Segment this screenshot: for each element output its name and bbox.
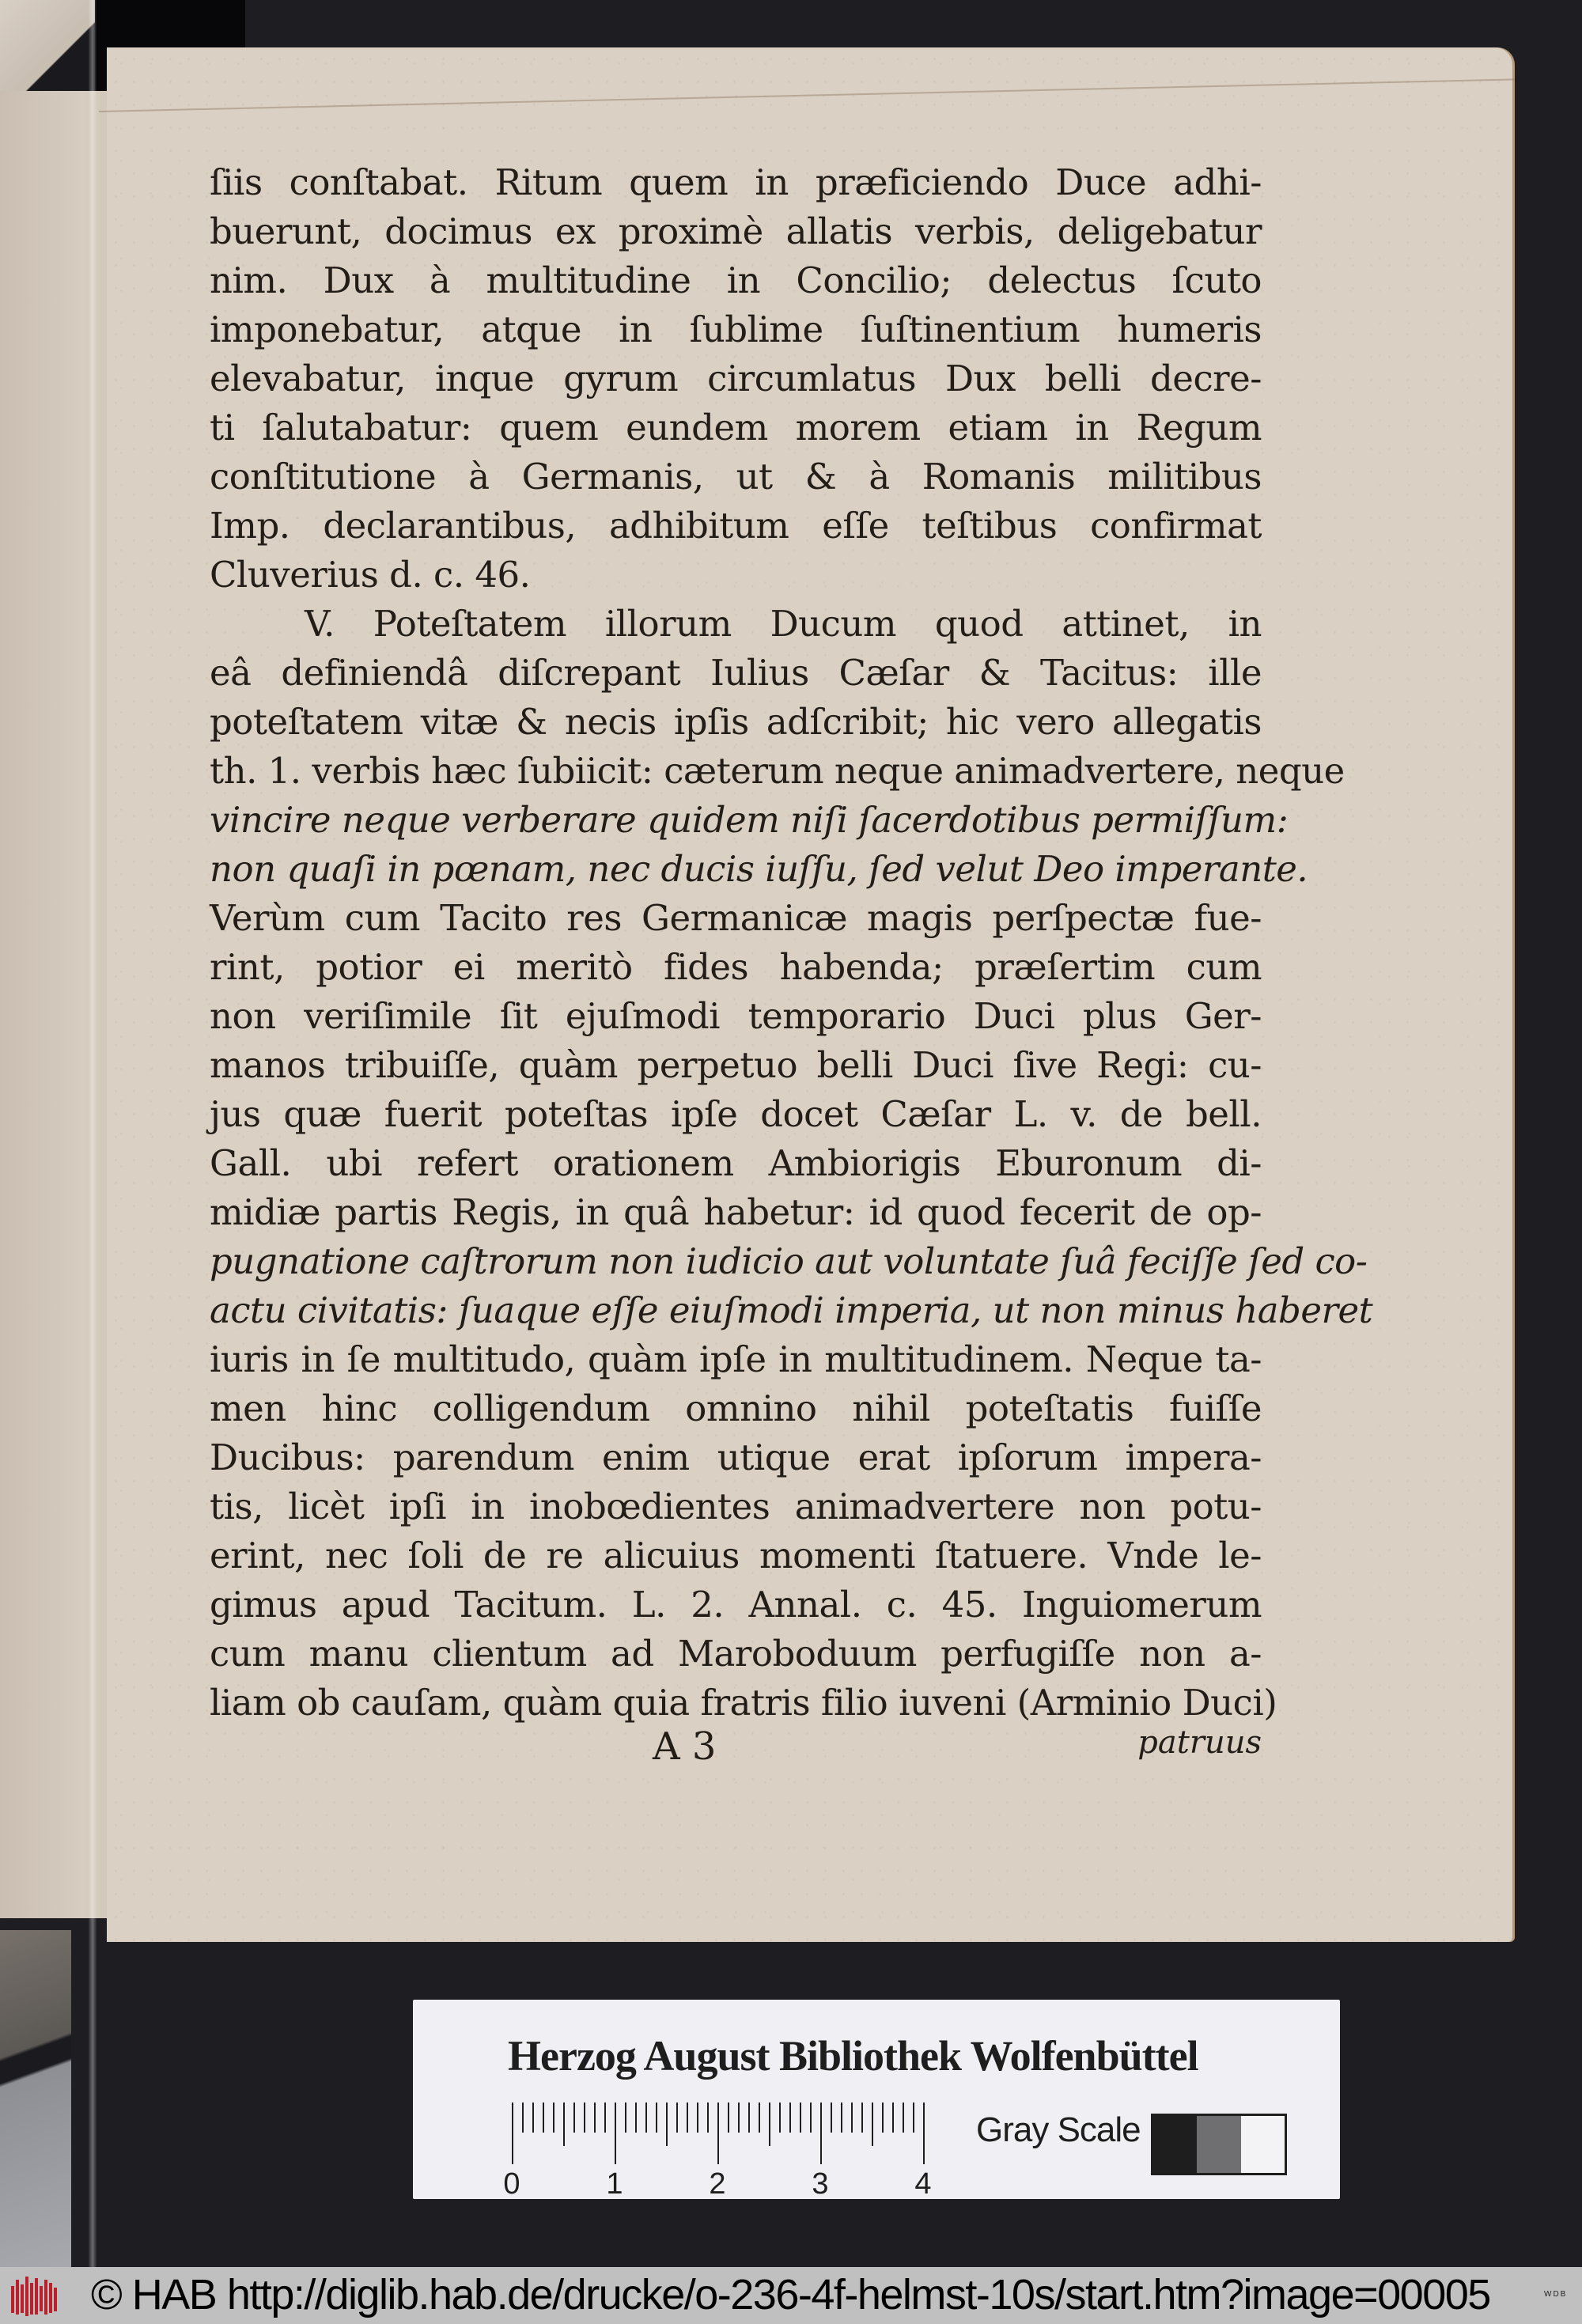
text-line: midiæ partis Regis, in quâ habetur: id quod fecerit de op-: [210, 1191, 1262, 1233]
ruler-tick: [625, 2103, 626, 2133]
text-line: cum manu clientum ad Maroboduum perfugiſſe non a-: [210, 1633, 1262, 1675]
text-line: th. 1. verbis hæc ſubiicit: cæterum neque animadvertere, neque: [210, 750, 1345, 792]
ruler-tick: [553, 2103, 554, 2133]
ruler-tick: [759, 2103, 760, 2133]
ruler-label: 3: [812, 2167, 829, 2201]
credit-bar: [0, 2267, 1582, 2324]
ruler-tick: [615, 2103, 616, 2164]
ruler-tick: [666, 2103, 668, 2146]
ruler-tick: [861, 2103, 863, 2133]
text-line: buerunt, docimus ex proximè allatis verbis, deligebatur: [210, 210, 1262, 252]
ruler-tick: [707, 2103, 709, 2133]
library-scale-card: [413, 2000, 1340, 2199]
facing-page-bottom: [0, 1930, 71, 2270]
ruler-tick: [717, 2103, 719, 2164]
catchword: patruus: [1137, 1724, 1262, 1761]
library-name: Herzog August Bibliothek Wolfenbüttel: [508, 2032, 1198, 2080]
text-line: iuris in ſe multitudo, quàm ipſe in multitudinem. Neque ta-: [210, 1338, 1262, 1380]
facing-page-corner: [0, 0, 103, 91]
text-line: erint, nec ſoli de re alicuius momenti ſtatuere. Vnde le-: [210, 1535, 1262, 1576]
ruler-tick: [841, 2103, 842, 2133]
text-line: Ducibus: parendum enim utique erat ipſorum impera-: [210, 1436, 1262, 1478]
ruler-tick: [522, 2103, 524, 2133]
text-line: men hinc colligendum omnino nihil poteſtatis fuiſſe: [210, 1387, 1262, 1429]
ruler-tick: [728, 2103, 729, 2133]
ruler-tick: [584, 2103, 585, 2133]
text-line: Verùm cum Tacito res Germanicæ magis perſpectæ fue-: [210, 897, 1262, 939]
ruler-tick: [923, 2103, 925, 2164]
ruler-label: 4: [914, 2167, 932, 2201]
centimeter-ruler: [503, 2103, 932, 2201]
ruler-tick: [789, 2103, 791, 2133]
page-footer: [210, 1724, 1262, 1780]
text-line: pugnatione caſtrorum non iudicio aut voluntate ſuâ feciſſe ſed co-: [210, 1240, 1368, 1282]
text-line: ti ſalutabatur: quem eundem morem etiam in Regum: [210, 407, 1262, 449]
text-line: ſiis conſtabat. Ritum quem in præficiendo Duce adhi-: [210, 161, 1262, 203]
text-line: liam ob cauſam, quàm quia fratris filio iuveni (Arminio Duci): [210, 1682, 1277, 1724]
wdb-mark: WDB: [1544, 2290, 1568, 2299]
text-line: conſtitutione à Germanis, ut & à Romanis militibus: [210, 456, 1262, 498]
ruler-tick: [532, 2103, 534, 2133]
ruler-tick: [872, 2103, 873, 2146]
ruler-tick: [635, 2103, 637, 2133]
ruler-tick: [892, 2103, 894, 2133]
grayscale-swatch: [1151, 2114, 1287, 2175]
ruler-tick: [645, 2103, 647, 2133]
ruler-tick: [573, 2103, 575, 2133]
grayscale-patch: [1153, 2116, 1197, 2173]
credit-url[interactable]: © HAB http://diglib.hab.de/drucke/o-236-4f-helmst-10s/start.htm?image=00005: [91, 2271, 1490, 2318]
ruler-label: 2: [709, 2167, 726, 2201]
text-line: jus quæ fuerit poteſtas ipſe docet Cæſar L. v. de bell.: [210, 1093, 1262, 1135]
text-line: vincire neque verberare quidem niſi ſacerdotibus permiſſum:: [210, 799, 1289, 841]
ruler-tick: [903, 2103, 904, 2133]
ruler-tick: [738, 2103, 740, 2133]
text-line: eâ definiendâ diſcrepant Iulius Cæſar & Tacitus: ille: [210, 652, 1262, 694]
text-line: elevabatur, inque gyrum circumlatus Dux belli decre-: [210, 358, 1262, 399]
ruler-tick: [543, 2103, 544, 2133]
ruler-tick: [851, 2103, 853, 2133]
ruler-tick: [687, 2103, 688, 2133]
printed-page: [107, 47, 1515, 1942]
ruler-tick: [748, 2103, 750, 2133]
grayscale-patch: [1197, 2116, 1240, 2173]
ruler-tick: [800, 2103, 801, 2133]
text-line: non veriſimile ſit ejuſmodi temporario Duci plus Ger-: [210, 995, 1262, 1037]
text-line: Cluverius d. c. 46.: [210, 554, 531, 596]
page-text-block: [210, 158, 1373, 1728]
ruler-tick: [831, 2103, 832, 2133]
text-line: V. Poteſtatem illorum Ducum quod attinet, in: [305, 603, 1262, 645]
ruler-tick: [512, 2103, 513, 2164]
text-line: non quaſi in pœnam, nec ducis iuſſu, ſed velut Deo imperante.: [210, 848, 1308, 890]
ruler-tick: [779, 2103, 781, 2133]
ruler-tick: [913, 2103, 914, 2133]
text-line: gimus apud Tacitum. L. 2. Annal. c. 45. Inguiomerum: [210, 1584, 1262, 1626]
ruler-tick: [810, 2103, 812, 2133]
ruler-tick: [820, 2103, 822, 2164]
signature-mark: A 3: [653, 1724, 717, 1769]
page-crease: [99, 78, 1515, 112]
text-line: imponebatur, atque in ſublime ſuſtinentium humeris: [210, 308, 1262, 350]
ruler-tick: [769, 2103, 770, 2146]
ruler-label: 0: [503, 2167, 520, 2201]
ruler-tick: [676, 2103, 678, 2133]
ruler-label: 1: [606, 2167, 623, 2201]
ruler-tick: [604, 2103, 606, 2133]
hab-logo-icon: [8, 2275, 63, 2318]
ruler-tick: [656, 2103, 657, 2133]
ruler-tick: [594, 2103, 596, 2133]
plastic-sheet-edge: [89, 0, 97, 2269]
text-line: tis, licèt ipſi in inobœdientes animadvertere non potu-: [210, 1486, 1262, 1527]
text-line: Gall. ubi refert orationem Ambiorigis Eburonum di-: [210, 1142, 1262, 1184]
text-line: poteſtatem vitæ & necis ipſis adſcribit; hic vero allegatis: [210, 701, 1262, 743]
text-line: manos tribuiſſe, quàm perpetuo belli Duci ſive Regi: cu-: [210, 1044, 1262, 1086]
text-line: actu civitatis: ſuaque eſſe eiuſmodi imperia, ut non minus haberet: [210, 1289, 1373, 1331]
ruler-tick: [563, 2103, 565, 2146]
ruler-tick: [697, 2103, 698, 2133]
grayscale-patch: [1241, 2116, 1285, 2173]
text-line: rint, potior ei meritò fides habenda; præſertim cum: [210, 946, 1262, 988]
grayscale-label: Gray Scale: [976, 2110, 1141, 2149]
ruler-tick: [882, 2103, 884, 2133]
text-line: nim. Dux à multitudine in Concilio; delectus ſcuto: [210, 259, 1262, 301]
text-line: Imp. declarantibus, adhibitum eſſe teſtibus confirmat: [210, 505, 1262, 547]
